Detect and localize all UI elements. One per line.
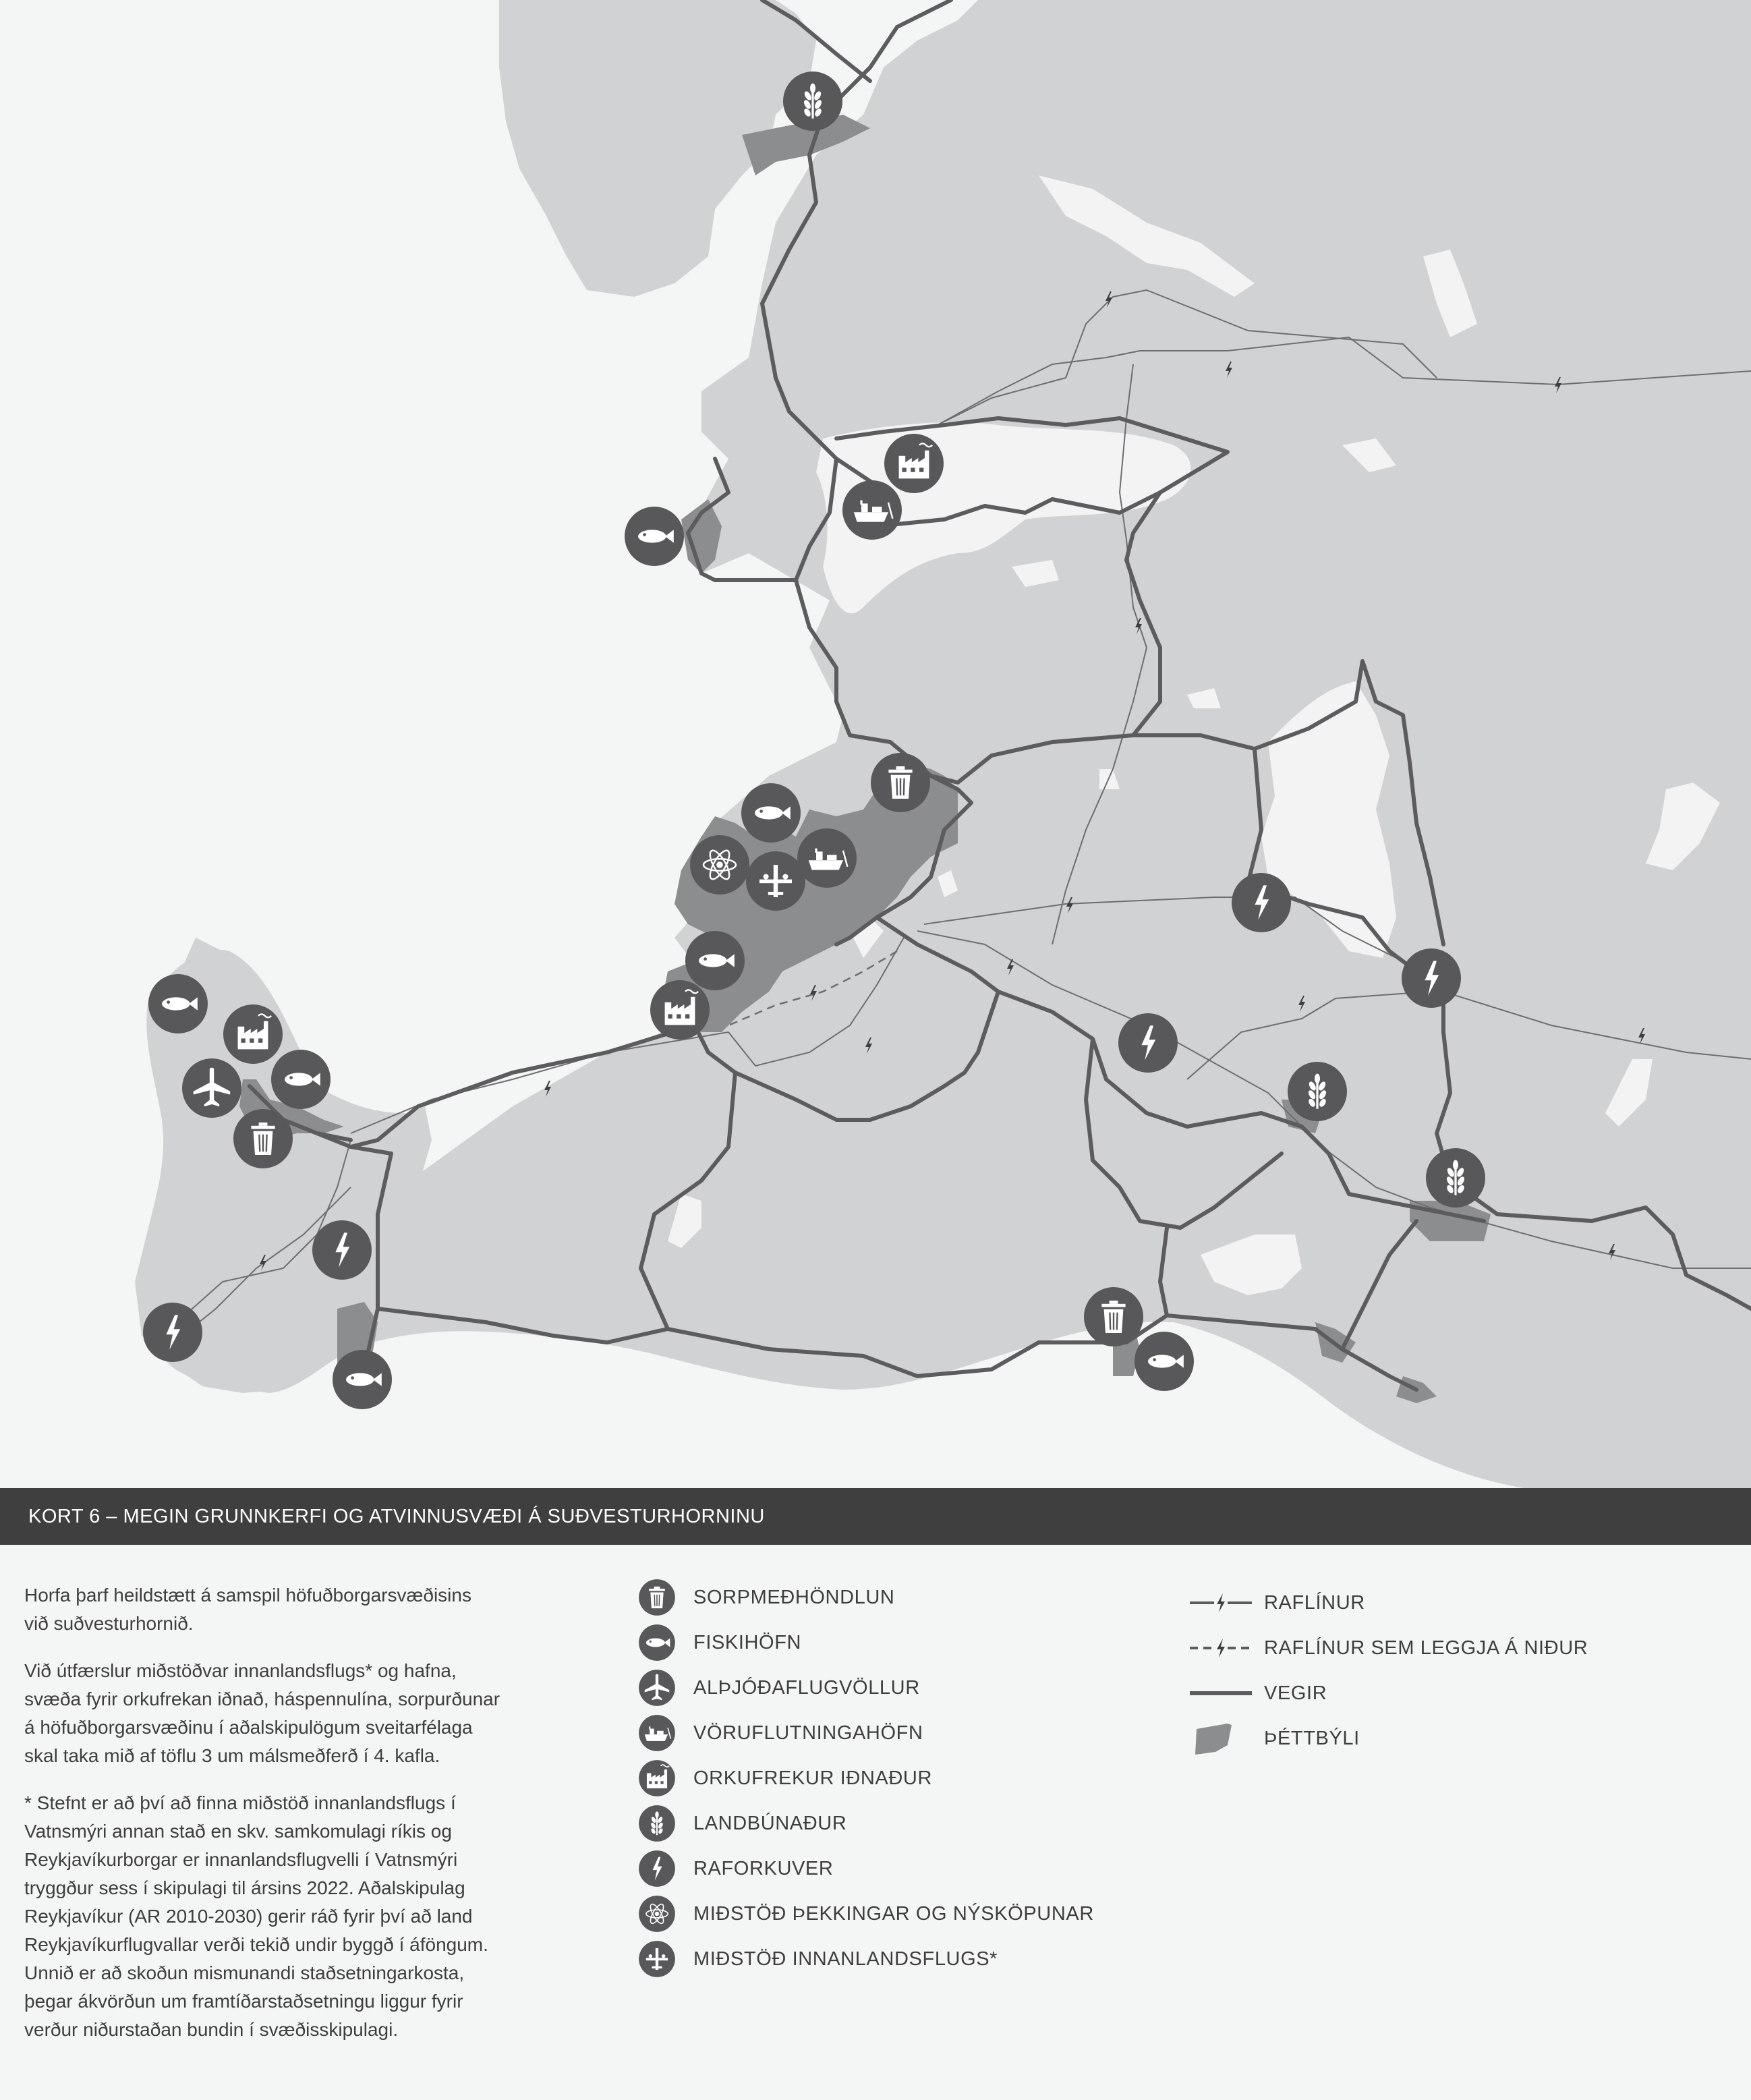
legend-label: RAFORKUVER [693, 1858, 834, 1879]
note-paragraph-3: * Stefnt er að því að finna miðstöð innanlandsflugs í Vatnsmýri annan stað en skv. samkomulagi ríkis og Reykjavíkurborgar er innanlandsflugvelli í Vatnsmýri tryggður sess í skipulagi til ársins 2022. Aðalskipulag Reykjavíkur (AR 2010-2030) gerir ráð fyrir því að land Reykjavíkurflugvallar verði tekið undir byggð í áföngum. Unnið er að skoðun mismunandi staðsetningarkosta, þegar ákvörðun um framtíðarstaðsetningu liggur fyrir verður niðurstaðan bundin í svæðisskipulagi. [24, 1792, 488, 2040]
domestic-plane-icon [638, 1940, 676, 1978]
factory-icon[interactable] [884, 434, 944, 493]
map-caption: KORT 6 – MEGIN GRUNNKERFI OG ATVINNUSVÆÐI Á SUÐVESTURHORNINU [28, 1506, 765, 1527]
lightning-icon[interactable] [1232, 873, 1291, 932]
trash-icon [638, 1579, 676, 1616]
fish-icon[interactable] [625, 507, 684, 566]
fish-icon[interactable] [741, 783, 801, 843]
legend-label: RAFLÍNUR [1264, 1592, 1365, 1614]
wheat-icon[interactable] [1426, 1148, 1485, 1208]
cargo-ship-icon[interactable] [797, 828, 857, 888]
lightning-icon[interactable] [1402, 948, 1461, 1008]
wheat-icon [638, 1805, 676, 1842]
wheat-icon[interactable] [783, 72, 842, 131]
legend-label: MIÐSTÖÐ ÞEKKINGAR OG NÝSKÖPUNAR [693, 1903, 1094, 1925]
legend-label: LANDBÚNAÐUR [693, 1813, 847, 1834]
notes [24, 1581, 537, 2063]
atom-icon [638, 1895, 676, 1933]
note-paragraph-1: Horfa þarf heildstætt á samspil höfuðborgarsvæðisins við suðvesturhornið. [24, 1585, 471, 1634]
map-caption-bar [0, 1488, 1751, 1545]
legend-label: MIÐSTÖÐ INNANLANDSFLUGS* [693, 1948, 998, 1970]
cargo-ship-icon[interactable] [842, 480, 902, 540]
legend-label: ORKUFREKUR IÐNAÐUR [693, 1767, 932, 1789]
domestic-plane-icon[interactable] [746, 851, 805, 911]
airplane-icon [638, 1669, 676, 1707]
road-line-icon [1188, 1674, 1253, 1712]
lightning-icon [638, 1850, 676, 1888]
trash-icon[interactable] [233, 1109, 293, 1168]
legend-label: ÞÉTTBÝLI [1264, 1728, 1360, 1749]
factory-icon [638, 1759, 676, 1797]
note-paragraph-2: Við útfærslur miðstöðvar innanlandsflugs* og hafna, svæða fyrir orkufrekan iðnað, háspennulína, sorpurðunar á höfuðborgarsvæðinu í aðalskipulögum sveitarfélaga skal taka mið af töflu 3 um málsmeðferð í 4. kafla. [24, 1660, 500, 1766]
fish-icon[interactable] [333, 1350, 392, 1409]
urban-area-icon [1188, 1720, 1253, 1757]
wheat-icon[interactable] [1288, 1062, 1347, 1121]
airplane-icon[interactable] [182, 1058, 241, 1118]
legend-label: RAFLÍNUR SEM LEGGJA Á NIÐUR [1264, 1637, 1588, 1659]
factory-icon[interactable] [650, 980, 710, 1040]
power-line-icon [1188, 1584, 1253, 1622]
cargo-ship-icon [638, 1714, 676, 1752]
trash-icon[interactable] [1084, 1287, 1143, 1346]
fish-icon [638, 1624, 676, 1662]
factory-icon[interactable] [223, 1004, 283, 1064]
legend-label: VEGIR [1264, 1682, 1327, 1704]
legend-label: FISKIHÖFN [693, 1632, 802, 1653]
lightning-icon[interactable] [143, 1303, 202, 1362]
lightning-icon[interactable] [312, 1220, 372, 1280]
atom-icon[interactable] [690, 835, 749, 895]
trash-icon[interactable] [871, 753, 930, 812]
power-line-dashed-icon [1188, 1629, 1253, 1667]
lightning-icon[interactable] [1118, 1013, 1178, 1073]
fish-icon[interactable] [271, 1050, 331, 1109]
legend-label: SORPMEÐHÖNDLUN [693, 1587, 895, 1608]
fish-icon[interactable] [685, 931, 745, 990]
fish-icon[interactable] [1135, 1332, 1194, 1391]
fish-icon[interactable] [148, 974, 208, 1033]
legend-label: ALÞJÓÐAFLUGVÖLLUR [693, 1677, 920, 1699]
legend-label: VÖRUFLUTNINGAHÖFN [693, 1722, 923, 1744]
